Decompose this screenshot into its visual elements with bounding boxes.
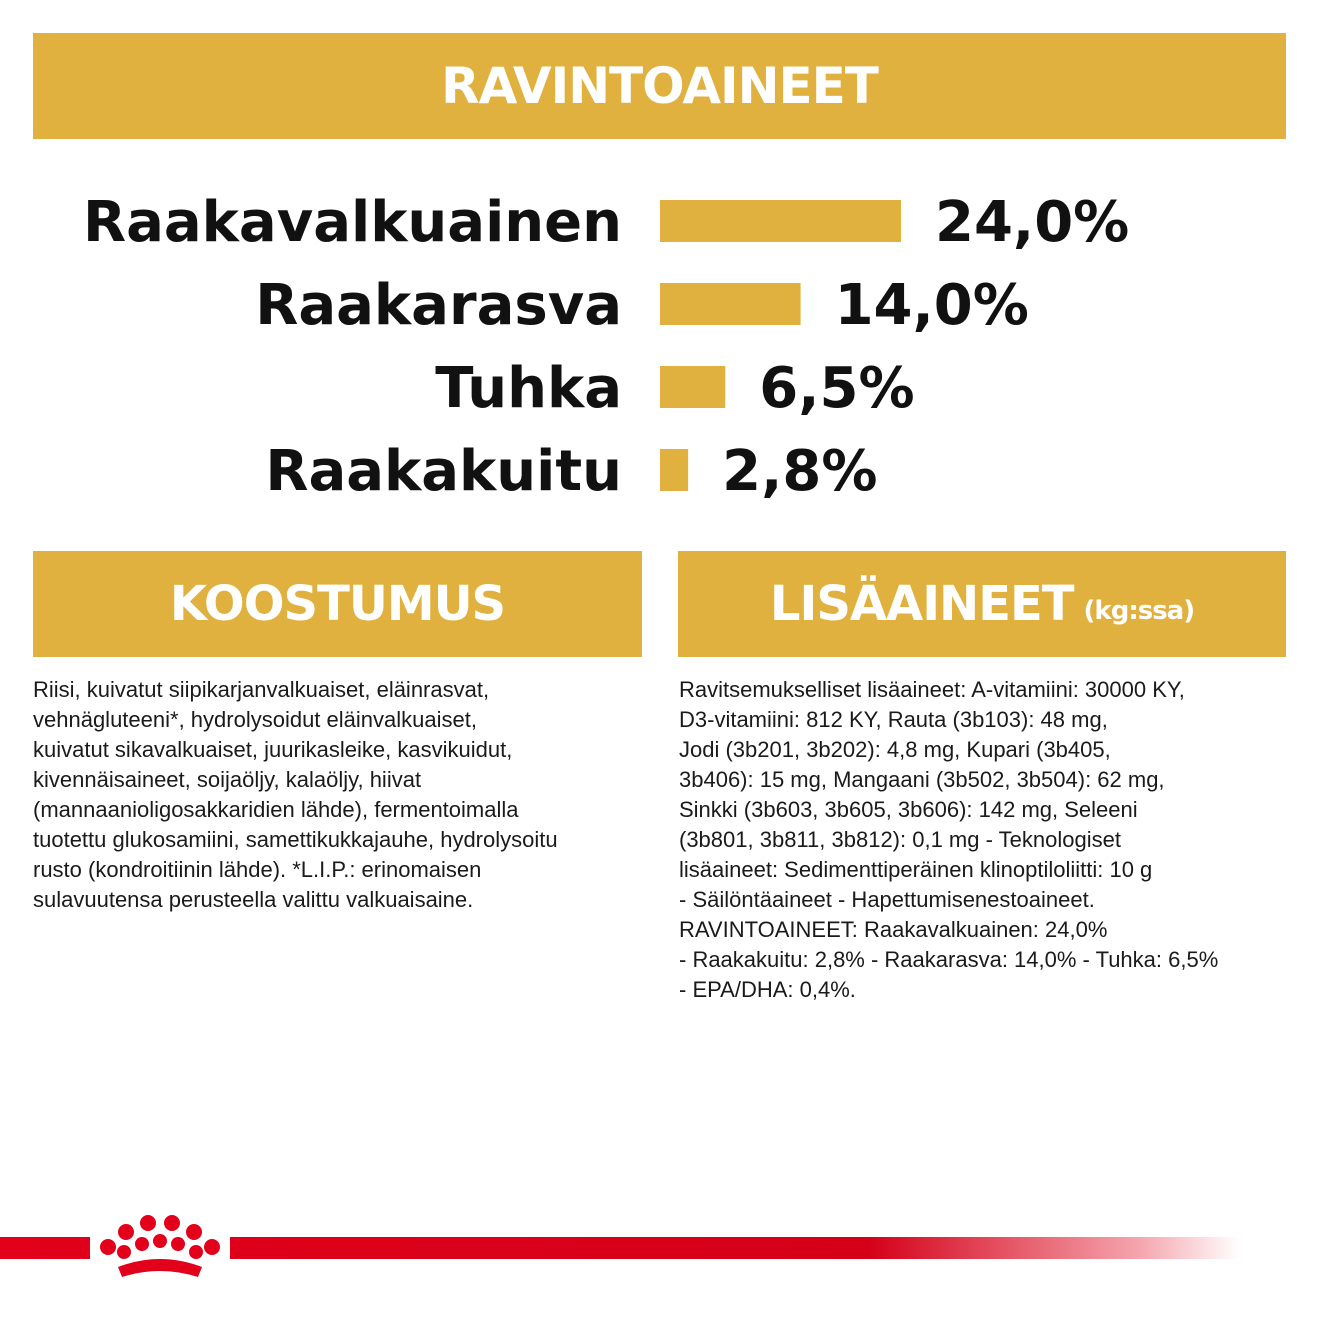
nutrient-label: Raakarasva [255, 273, 622, 338]
nutrients-header [33, 33, 1286, 139]
nutrient-bar [660, 200, 901, 242]
composition-header [33, 551, 642, 657]
nutrient-bar [660, 366, 725, 408]
composition-title: KOOSTUMUS [169, 576, 506, 632]
nutrient-label: Raakavalkuainen [82, 190, 622, 255]
nutrient-bar [660, 283, 801, 325]
royal-canin-crown-icon [90, 1205, 230, 1285]
nutrient-value-label: 6,5% [759, 356, 915, 421]
nutrient-value-label: 14,0% [834, 273, 1029, 338]
nutrient-bar [660, 449, 688, 491]
additives-title: LISÄAINEET [769, 576, 1074, 632]
composition-text: Riisi, kuivatut siipikarjanvalkuaiset, eläinrasvat, vehnägluteeni*, hydrolysoidut eläinvalkuaiset, kuivatut sikavalkuaiset, juurikasleike, kasvikuidut, kivennäisaineet, soijaöljy, kalaöljy, hiivat (mannaanioligosakkaridien lähde), fermentoimalla tuotettu glukosamiini, samettikukkajauhe, hydrolysoitu rusto (kondroitiinin lähde). *L.I.P.: erinomaisen sulavuutensa perusteella valittu valkuaisaine. [33, 677, 558, 912]
nutrient-bar-chart [0, 180, 1320, 520]
nutrient-label: Tuhka [435, 356, 622, 421]
nutrient-label: Raakakuitu [265, 439, 622, 504]
nutrients-title: RAVINTOAINEET [441, 57, 878, 115]
additives-subtitle: (kg:ssa) [1083, 596, 1195, 626]
additives-text: Ravitsemukselliset lisäaineet: A-vitamiini: 30000 KY, D3-vitamiini: 812 KY, Rauta (3b103): 48 mg, Jodi (3b201, 3b202): 4,8 mg, Kupari (3b405, 3b406): 15 mg, Mangaani (3b502, 3b504): 62 mg, Sinkki (3b603, 3b605, 3b606): 142 mg, Seleeni (3b801, 3b811, 3b812): 0,1 mg - Teknologiset lisäaineet: Sedimenttiperäinen klinoptiloliitti: 10 g - Säilöntäaineet - Hapettumisenestoaineet. RAVINTOAINEET: Raakavalkuainen: 24,0% - Raakakuitu: 2,8% - Raakarasva: 14,0% - Tuhka: 6,5% - EPA/DHA: 0,4%. [679, 677, 1219, 1002]
additives-header [678, 551, 1286, 657]
nutrient-value-label: 24,0% [935, 190, 1130, 255]
nutrient-value-label: 2,8% [722, 439, 878, 504]
